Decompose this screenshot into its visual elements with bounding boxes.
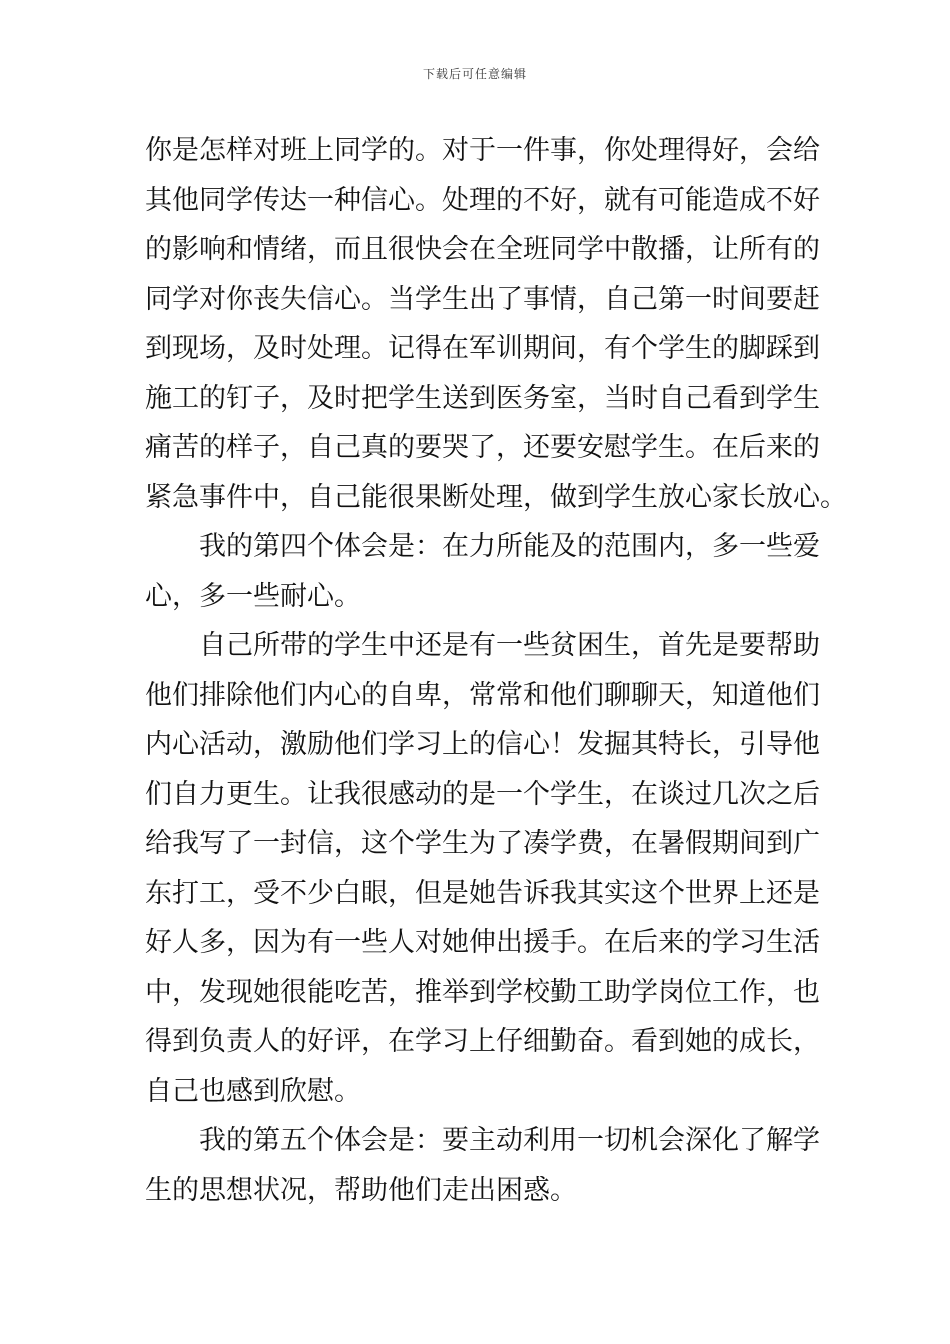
text-line: 施工的钉子，及时把学生送到医务室，当时自己看到学生 <box>145 382 820 414</box>
text-line: 到现场，及时处理。记得在军训期间，有个学生的脚踩到 <box>145 333 820 364</box>
text-line: 痛苦的样子，自己真的要哭了，还要安慰学生。在后来的 <box>145 432 820 463</box>
text-line: 们自力更生。让我很感动的是一个学生，在谈过几次之后 <box>145 778 820 810</box>
text-line: 我的第五个体会是：要主动利用一切机会深化了解学 <box>199 1125 820 1156</box>
text-line: 东打工，受不少白眼，但是她告诉我其实这个世界上还是 <box>145 877 820 909</box>
text-line: 自己所带的学生中还是有一些贫困生，首先是要帮助 <box>199 630 820 661</box>
text-line: 其他同学传达一种信心。处理的不好，就有可能造成不好 <box>145 184 820 216</box>
text-line: 内心活动，激励他们学习上的信心！发掘其特长，引导他 <box>145 729 820 760</box>
text-line: 你是怎样对班上同学的。对于一件事，你处理得好，会给 <box>145 135 820 166</box>
text-line: 紧急事件中，自己能很果断处理，做到学生放心家长放心。 <box>145 481 847 513</box>
text-line: 中，发现她很能吃苦，推举到学校勤工助学岗位工作，也 <box>145 976 820 1008</box>
text-line: 心，多一些耐心。 <box>145 580 361 612</box>
text-line: 得到负责人的好评，在学习上仔细勤奋。看到她的成长， <box>145 1026 820 1057</box>
text-line: 好人多，因为有一些人对她伸出援手。在后来的学习生活 <box>145 927 820 958</box>
text-line: 我的第四个体会是：在力所能及的范围内，多一些爱 <box>199 531 820 562</box>
text-line: 生的思想状况，帮助他们走出困惑。 <box>145 1174 577 1206</box>
text-line: 同学对你丧失信心。当学生出了事情，自己第一时间要赶 <box>145 283 820 315</box>
text-line: 他们排除他们内心的自卑，常常和他们聊聊天，知道他们 <box>145 679 820 711</box>
document-body <box>145 126 847 1215</box>
page-header: 下载后可任意编辑 <box>422 67 527 81</box>
text-line: 的影响和情绪，而且很快会在全班同学中散播，让所有的 <box>145 234 820 265</box>
text-line: 给我写了一封信，这个学生为了凑学费，在暑假期间到广 <box>145 828 820 859</box>
text-line: 自己也感到欣慰。 <box>145 1075 361 1107</box>
